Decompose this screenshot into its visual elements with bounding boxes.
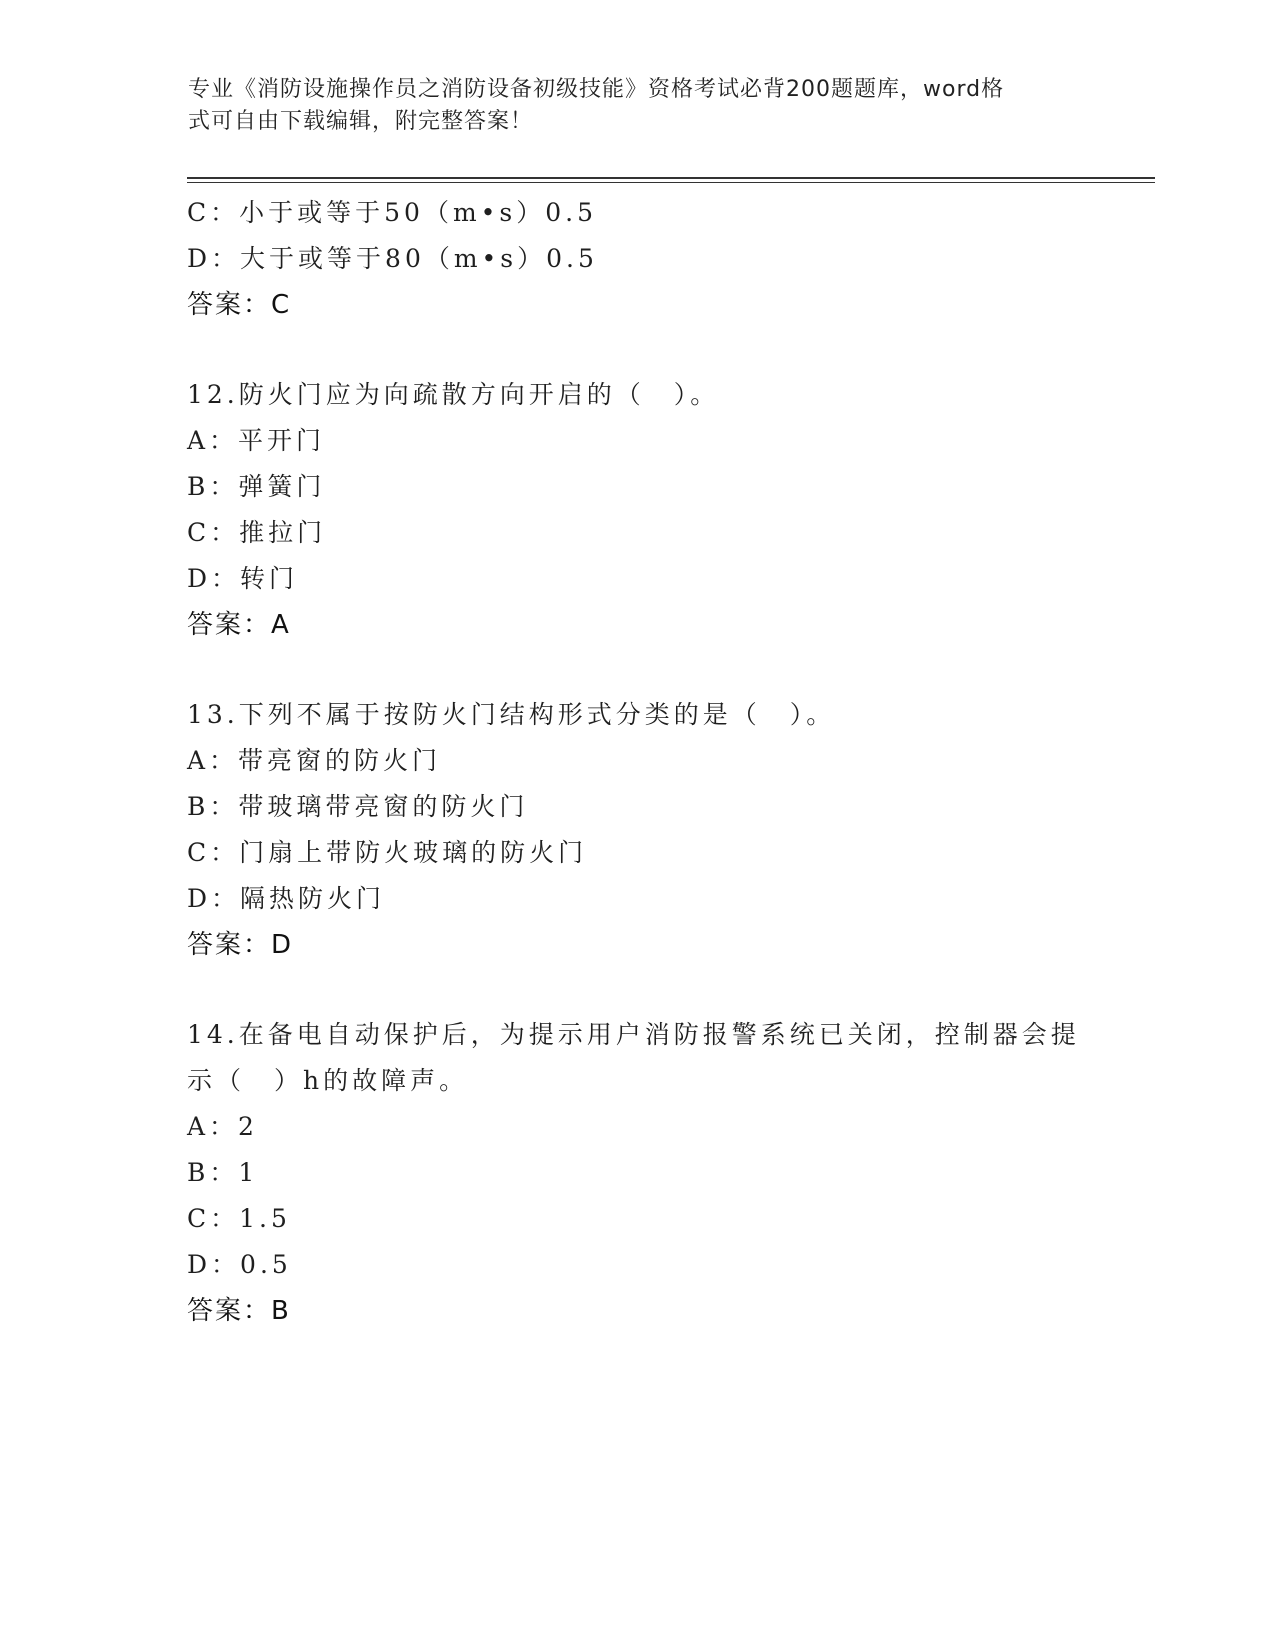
q12-question: 12.防火门应为向疏散方向开启的（ ）。 bbox=[187, 380, 720, 409]
q13-option-c: C：门扇上带防火玻璃的防火门 bbox=[187, 838, 588, 867]
header-divider-thick bbox=[187, 177, 1155, 179]
q11-option-c: C：小于或等于50（m•s）0.5 bbox=[187, 198, 597, 227]
header-title-line-1: 专业《消防设施操作员之消防设备初级技能》资格考试必背200题题库，word格 bbox=[188, 77, 1005, 102]
q14-question-line-2: 示（ ）h的故障声。 bbox=[187, 1066, 469, 1095]
q14-option-a: A：2 bbox=[187, 1112, 258, 1141]
q12-option-a: A：平开门 bbox=[187, 426, 326, 455]
q13-option-d: D：隔热防火门 bbox=[187, 884, 386, 913]
q13-option-a: A：带亮窗的防火门 bbox=[187, 746, 442, 775]
spacer bbox=[187, 648, 1087, 692]
question-13-block bbox=[187, 692, 1087, 968]
q11-option-d: D：大于或等于80（m•s）0.5 bbox=[187, 244, 598, 273]
header-title-line-2: 式可自由下载编辑，附完整答案！ bbox=[188, 109, 534, 134]
q14-option-d: D：0.5 bbox=[187, 1250, 292, 1279]
header-divider-thin bbox=[187, 182, 1155, 183]
spacer bbox=[187, 328, 1087, 372]
question-list bbox=[187, 190, 1087, 1334]
q13-answer: 答案：D bbox=[187, 930, 294, 960]
q14-option-b: B：1 bbox=[187, 1158, 259, 1187]
q13-option-b: B：带玻璃带亮窗的防火门 bbox=[187, 792, 529, 821]
spacer bbox=[187, 968, 1087, 1012]
question-14-block bbox=[187, 1012, 1087, 1334]
q14-question-line-1: 14.在备电自动保护后，为提示用户消防报警系统已关闭，控制器会提 bbox=[187, 1020, 1080, 1049]
q14-option-c: C：1.5 bbox=[187, 1204, 291, 1233]
q12-option-b: B：弹簧门 bbox=[187, 472, 326, 501]
q13-question: 13.下列不属于按防火门结构形式分类的是（ ）。 bbox=[187, 700, 836, 729]
q12-answer: 答案：A bbox=[187, 610, 291, 640]
question-12-block bbox=[187, 372, 1087, 648]
q12-option-c: C：推拉门 bbox=[187, 518, 327, 547]
q11-answer: 答案：C bbox=[187, 290, 292, 320]
document-header bbox=[188, 74, 1068, 138]
q14-answer: 答案：B bbox=[187, 1296, 291, 1326]
question-11-block bbox=[187, 190, 1087, 328]
q12-option-d: D：转门 bbox=[187, 564, 299, 593]
